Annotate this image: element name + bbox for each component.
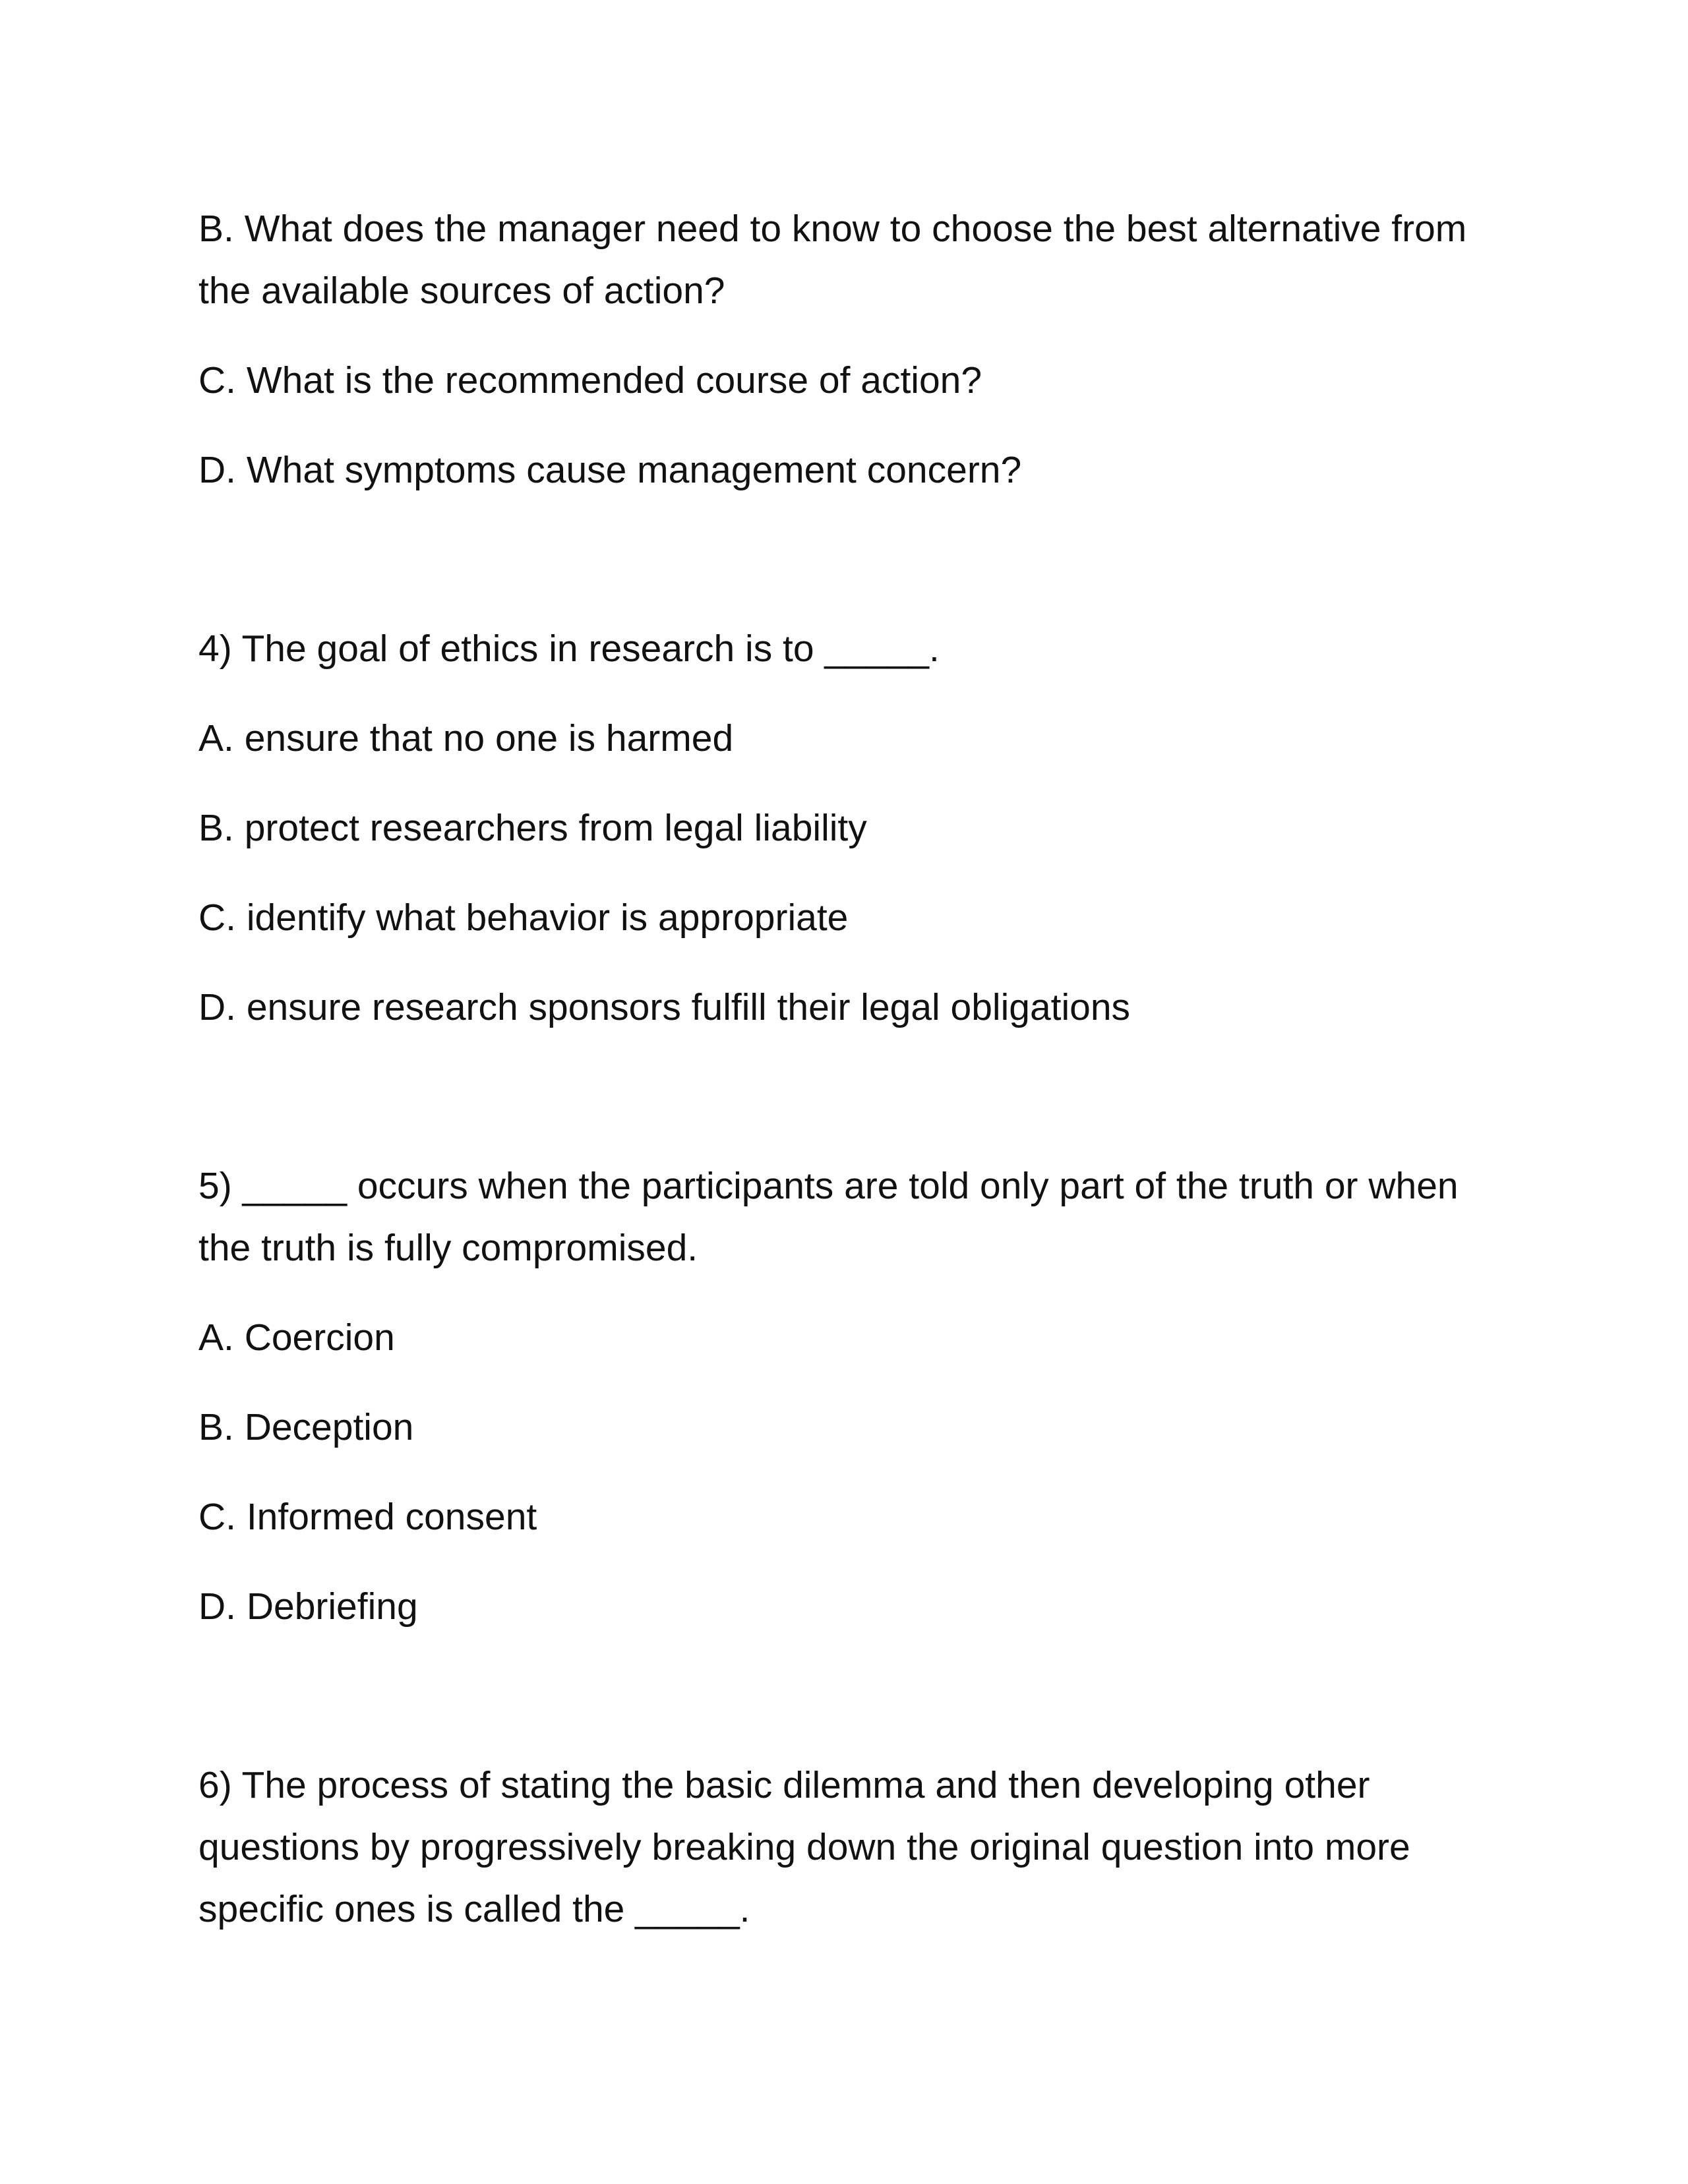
document-content — [198, 198, 1504, 1940]
q4-question: 4) The goal of ethics in research is to _____. — [198, 628, 940, 670]
q4-option-b: B. protect researchers from legal liability — [198, 807, 867, 849]
q5-option-a: A. Coercion — [198, 1316, 395, 1359]
q5-option-b: B. Deception — [198, 1406, 414, 1448]
q4-option-d: D. ensure research sponsors fulfill their legal obligations — [198, 986, 1131, 1028]
q3-option-d: D. What symptoms cause management concern? — [198, 449, 1022, 491]
q5-option-d: D. Debriefing — [198, 1585, 418, 1628]
q4-option-a: A. ensure that no one is harmed — [198, 717, 734, 759]
q3-option-c: C. What is the recommended course of action? — [198, 359, 982, 401]
q4-option-c: C. identify what behavior is appropriate — [198, 897, 849, 939]
q3-option-b: B. What does the manager need to know to choose the best alternative from the available sources of action? — [198, 208, 1478, 312]
q5-question: 5) _____ occurs when the participants are told only part of the truth or when the truth is fully compromised. — [198, 1165, 1469, 1269]
q6-question: 6) The process of stating the basic dilemma and then developing other questions by progressively breaking down the original question into more specific ones is called the _____. — [198, 1764, 1421, 1930]
q5-option-c: C. Informed consent — [198, 1496, 537, 1538]
